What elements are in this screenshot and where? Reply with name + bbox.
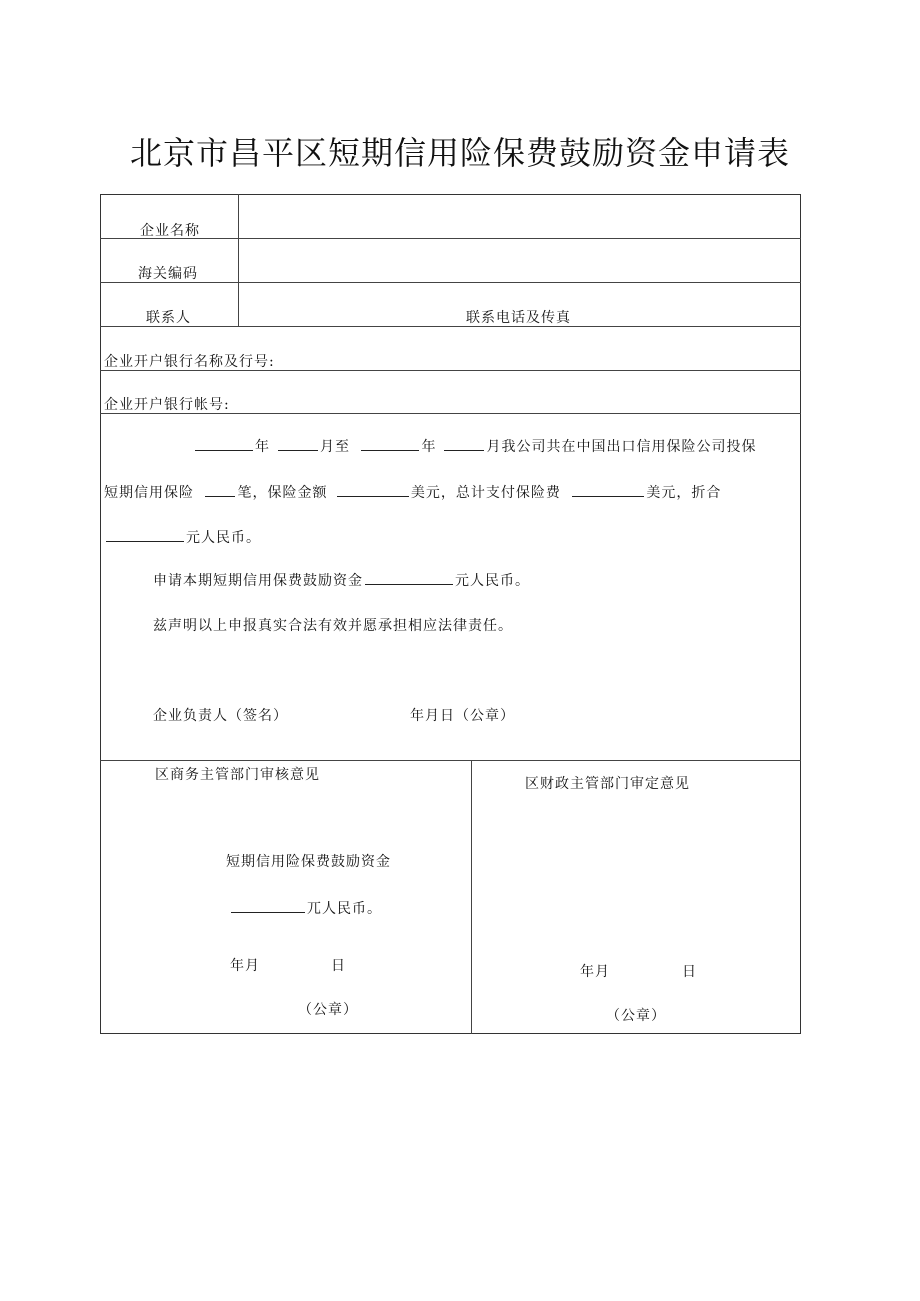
signer-label: 企业负责人（签名） xyxy=(153,708,288,724)
blank-premium-usd[interactable] xyxy=(572,484,644,497)
blank-apply-amount[interactable] xyxy=(365,572,453,585)
customs-code-field[interactable] xyxy=(239,239,800,282)
row-divider xyxy=(100,760,801,761)
commerce-fund-label: 短期信用险保费鼓励资金 xyxy=(226,854,391,870)
blank-start-year[interactable] xyxy=(195,438,253,451)
company-name-label: 企业名称 xyxy=(140,223,200,239)
row-divider xyxy=(100,282,801,283)
finance-date-day: 日 xyxy=(682,964,697,980)
insurance-line: 短期信用保险 笔，保险金额 美元，总计支付保险费 美元，折合 xyxy=(104,485,722,501)
blank-insured-amount[interactable] xyxy=(337,484,409,497)
bank-name-label: 企业开户银行名称及行号: xyxy=(104,354,275,370)
commerce-date-ym: 年月 xyxy=(230,958,260,974)
finance-review-heading: 区财政主管部门审定意见 xyxy=(525,776,690,792)
application-form-table xyxy=(100,194,801,1034)
bank-account-label: 企业开户银行帐号: xyxy=(104,397,230,413)
commerce-seal: （公章） xyxy=(298,1002,358,1018)
blank-policy-count[interactable] xyxy=(205,484,235,497)
blank-end-year[interactable] xyxy=(361,438,419,451)
column-divider xyxy=(471,760,472,1034)
row-divider xyxy=(100,326,801,327)
commerce-date-day: 日 xyxy=(331,958,346,974)
declaration-text: 兹声明以上申报真实合法有效并愿承担相应法律责任。 xyxy=(153,618,513,634)
finance-date-ym: 年月 xyxy=(580,964,610,980)
customs-code-label: 海关编码 xyxy=(138,266,198,282)
blank-start-month[interactable] xyxy=(278,438,318,451)
blank-premium-rmb[interactable] xyxy=(106,529,184,542)
commerce-review-heading: 区商务主管部门审核意见 xyxy=(155,767,320,783)
blank-approved-amount[interactable] xyxy=(231,900,305,913)
period-line: 年 月至 年 月我公司共在中国出口信用保险公司投保 xyxy=(193,436,756,456)
apply-line: 申请本期短期信用保费鼓励资金 元人民币。 xyxy=(153,573,530,589)
company-name-field[interactable] xyxy=(239,195,800,238)
date-seal-label: 年月日（公章） xyxy=(410,708,515,724)
phone-fax-label: 联系电话及传真 xyxy=(466,310,571,326)
contact-label: 联系人 xyxy=(146,310,191,326)
page-title: 北京市昌平区短期信用险保费鼓励资金申请表 xyxy=(129,134,790,172)
commerce-amount-line: 兀人民币。 xyxy=(229,898,382,918)
finance-seal: （公章） xyxy=(606,1008,666,1024)
rmb-line: 元人民币。 xyxy=(104,527,261,547)
blank-end-month[interactable] xyxy=(444,438,484,451)
